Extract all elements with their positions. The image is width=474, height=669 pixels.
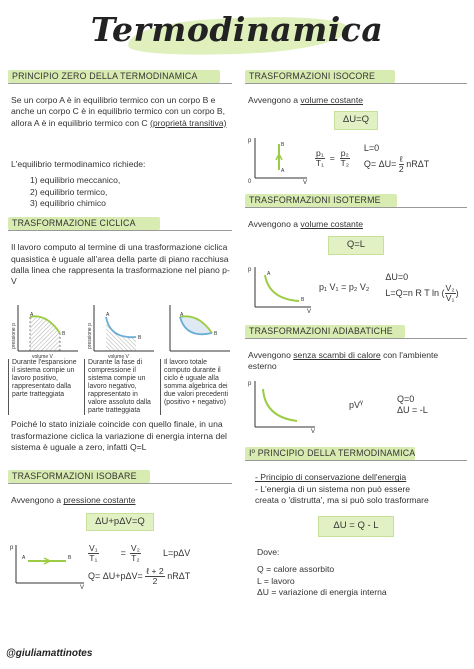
isocore-work: L=0: [363, 143, 380, 154]
list-item: L = lavoro: [257, 575, 295, 586]
svg-text:B: B: [62, 331, 66, 338]
isoterme-pv: p₁ V₁ = p₂ V₂: [319, 281, 370, 292]
definitions-label: Dove:: [257, 547, 280, 557]
section-header-zero: PRINCIPIO ZERO DELLA TERMODINAMICA: [8, 70, 232, 85]
zero-paragraph: Se un corpo A è in equilibrio termico con un corpo B e anche un corpo C è in equilibrio termico con un corpo B, allora A è in equilibrio termico con C (proprietà transitiva): [11, 95, 227, 128]
cyclic-paragraph: Il lavoro computo al termine di una trasformazione ciclica quasistica è uguale all'area della parte di piano racchiusa dalla linea che rappresenta la trasformazione nel piano p-V: [11, 242, 230, 287]
isoterme-formula: Q=L: [328, 236, 384, 255]
svg-text:p: p: [10, 545, 14, 552]
isobare-block: p V A B $\frac{\text{V₁}}{\text{T₁}}$ = $\frac{\text{V₂}}{\text{T₂}}$ L=pΔV Q= ΔU+pΔV= $\frac{\text{ℓ + 2}}{2}$ nRΔT: [8, 541, 232, 589]
figure-cycle: [160, 303, 232, 415]
expansion-graph: [8, 303, 80, 359]
list-item: 2) equilibrio termico,: [30, 186, 108, 197]
svg-text:V: V: [80, 585, 85, 590]
svg-text:B: B: [68, 555, 72, 562]
isoterme-intro: Avvengono a volume costante: [248, 218, 363, 229]
svg-text:A: A: [22, 555, 26, 562]
isocore-block: p V 0 B A $\frac{\text{p₁}}{\text{T₁}}$ = $\frac{\text{p₂}}{\text{T₂}}$ L=0 Q= ΔU= $\frac{\text{ℓ}}{2}$ nRΔT: [245, 134, 467, 184]
compression-graph: [84, 303, 156, 359]
left-column: [8, 70, 232, 589]
first-law-definitions: [257, 547, 467, 598]
list-item: Q = calore assorbito: [257, 564, 335, 575]
isobare-intro: Avvengono a pressione costante: [11, 495, 136, 506]
svg-text:p: p: [248, 137, 252, 144]
svg-text:B: B: [281, 141, 285, 148]
equilibrium-intro: L'equilibrio termodinamico richiede:: [11, 159, 146, 169]
list-item: ΔU = variazione di energia interna: [257, 587, 387, 598]
right-column: [245, 70, 467, 598]
transitive-property-text: (proprietà transitiva): [150, 117, 227, 128]
title-area: [0, 8, 474, 58]
cyclic-conclusion: Poiché lo stato iniziale coincide con quello finale, in una trasformazione ciclica la variazione di energia interna del sistema è uguale a zero, infatti Q=L: [11, 419, 227, 453]
section-header-cyclic: TRASFORMAZIONE CICLICA: [8, 217, 232, 232]
adiabatiche-block: [245, 377, 467, 433]
list-item: 1) equilibrio meccanico,: [30, 175, 121, 186]
section-header-isocore: TRASFORMAZIONI ISOCORE: [245, 70, 467, 85]
isoterme-energy: ΔU=0: [385, 272, 409, 283]
svg-text:A: A: [281, 167, 285, 174]
first-law-formula: ΔU = Q - L: [318, 516, 393, 537]
svg-text:pressione p: pressione p: [11, 323, 17, 350]
svg-text:pressione p: pressione p: [87, 323, 93, 350]
isoterme-block: [245, 263, 467, 313]
figure-compression: [84, 303, 156, 415]
first-law-bullet: - L'energia di un sistema non può essere creata o 'distrutta', ma si può solo trasformare: [255, 483, 429, 506]
svg-text:V: V: [303, 179, 308, 184]
svg-text:0: 0: [248, 178, 252, 184]
svg-text:A: A: [30, 312, 34, 319]
figure-expansion: [8, 303, 80, 415]
section-header-adiabatiche: TRASFORMAZIONI ADIABATICHE: [245, 325, 467, 340]
svg-text:A: A: [180, 312, 184, 319]
author-signature: @giuliamattinotes: [6, 648, 93, 659]
first-law-bullet: - Principio di conservazione dell'energia: [255, 472, 407, 483]
isocore-heat: Q= ΔU= $\frac{\text{ℓ}}{2}$ nRΔT: [363, 154, 430, 175]
svg-text:volume V: volume V: [108, 354, 129, 360]
isocore-formula: ΔU=Q: [334, 111, 378, 130]
section-header-isoterme: TRASFORMAZIONI ISOTERME: [245, 194, 467, 209]
adiabatiche-pv: $pV^\gamma$: [349, 399, 364, 410]
isobare-work: L=pΔV: [162, 547, 191, 558]
cycle-graph: [160, 303, 232, 359]
svg-text:V: V: [311, 429, 316, 434]
section-header-isobare: TRASFORMAZIONI ISOBARE: [8, 470, 232, 485]
svg-text:A: A: [106, 312, 110, 319]
isobare-formula: ΔU+pΔV=Q: [86, 513, 154, 532]
svg-text:A: A: [267, 270, 271, 277]
isoterme-graph: [245, 263, 315, 313]
isobare-graph: [8, 541, 88, 589]
caption-expansion: Durante l'espansione il sistema compie un lavoro positivo, rappresentato dalla parte tratteggiata: [8, 359, 80, 415]
adiabatiche-energy: ΔU = -L: [397, 405, 428, 416]
list-item: 3) equilibrio chimico: [30, 198, 106, 209]
section-header-first-law: Iº PRINCIPIO DELLA TERMODINAMICA: [245, 447, 467, 462]
caption-compression: Durante la fase di compressione il sistema compie un lavoro negativo, rappresentato in valore assoluto dalla parte tratteggiata: [84, 359, 156, 415]
svg-text:p: p: [248, 381, 252, 388]
isocore-graph: [245, 134, 311, 184]
isocore-intro: Avvengono a volume costante: [248, 95, 363, 105]
adiabatiche-intro: Avvengono senza scambi di calore con l'ambiente esterno: [248, 349, 439, 372]
svg-text:B: B: [301, 296, 305, 303]
svg-text:V: V: [307, 308, 312, 313]
caption-cycle: Il lavoro totale computo durante il ciclo è uguale alla somma algebrica dei due valori precedenti (positivo + negativo): [160, 359, 232, 415]
isoterme-work: L=Q=n R T ln ( $\frac{\text{V₂}}{\text{V₁}}$ ): [385, 283, 459, 304]
cyclic-figures: [8, 303, 232, 415]
svg-text:B: B: [214, 331, 218, 338]
svg-text:p: p: [248, 266, 252, 273]
equilibrium-list: [30, 175, 232, 209]
isobare-heat: Q= ΔU+pΔV= $\frac{\text{ℓ + 2}}{2}$ nRΔT: [88, 566, 191, 587]
svg-text:volume V: volume V: [32, 354, 53, 360]
adiabatiche-heat: Q=0: [397, 393, 415, 404]
page-title: Termodinamica: [90, 10, 384, 49]
svg-text:B: B: [138, 335, 142, 342]
adiabatiche-graph: [245, 377, 319, 433]
